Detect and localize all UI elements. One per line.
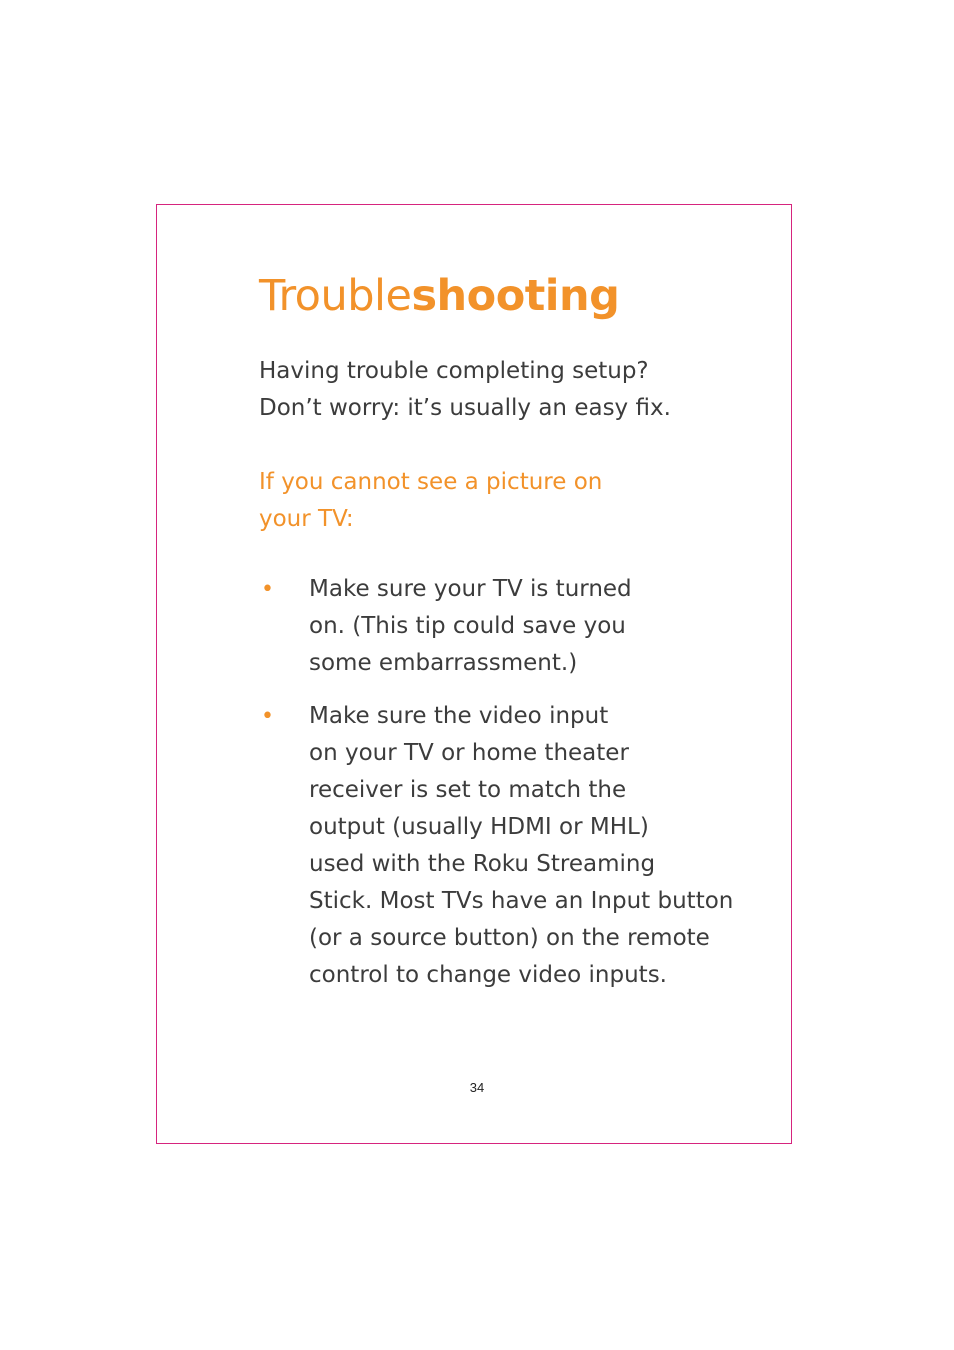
- bullet-1-line-3: some embarrassment.): [309, 650, 578, 676]
- title-bold: shooting: [411, 271, 620, 321]
- list-item: [259, 571, 779, 682]
- subheading-line-2: your TV:: [259, 506, 354, 532]
- bullet-2-line-4: output (usually HDMI or MHL): [309, 814, 649, 840]
- bullet-1-line-1: Make sure your TV is turned: [309, 576, 632, 602]
- bullet-1-line-2: on. (This tip could save you: [309, 613, 626, 639]
- intro-paragraph: [259, 353, 759, 427]
- bullet-2-line-2: on your TV or home theater: [309, 740, 629, 766]
- bullet-icon: •: [261, 704, 274, 729]
- bullet-2-line-7: (or a source button) on the remote: [309, 925, 710, 951]
- page-number: 34: [469, 1080, 485, 1095]
- intro-line-2: Don’t worry: it’s usually an easy fix.: [259, 395, 671, 421]
- list-item: [259, 698, 779, 994]
- bullet-icon: •: [261, 577, 274, 602]
- intro-line-1: Having trouble completing setup?: [259, 358, 649, 384]
- bullet-2-line-8: control to change video inputs.: [309, 962, 667, 988]
- section-subheading: [259, 464, 759, 538]
- page-title: [259, 268, 619, 324]
- subheading-line-1: If you cannot see a picture on: [259, 469, 603, 495]
- bullet-2-line-1: Make sure the video input: [309, 703, 609, 729]
- bullet-2-line-6: Stick. Most TVs have an Input button: [309, 888, 734, 914]
- bullet-2-line-3: receiver is set to match the: [309, 777, 627, 803]
- tips-list: [259, 571, 779, 1010]
- title-light: Trouble: [259, 271, 412, 321]
- bullet-2-line-5: used with the Roku Streaming: [309, 851, 656, 877]
